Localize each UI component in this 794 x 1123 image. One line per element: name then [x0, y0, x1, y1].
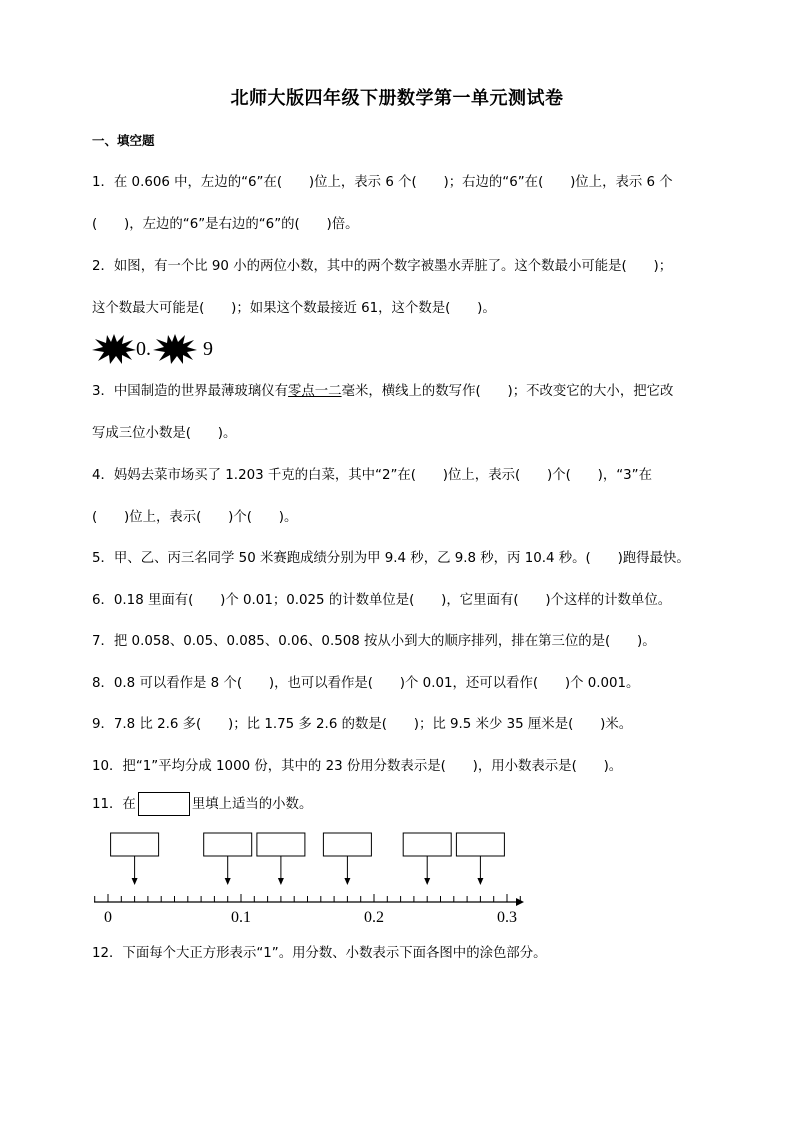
answer-boxes: [111, 833, 505, 856]
number-line: [84, 826, 534, 928]
q3-line2: 写成三位小数是( )。: [92, 426, 237, 441]
q6-text: 6．0.18 里面有( )个 0.01；0.025 的计数单位是( )，它里面有( )个这样的计数单位。: [92, 593, 672, 608]
ticks: [95, 894, 521, 902]
answer-box[interactable]: [257, 833, 305, 856]
q11-suffix: 里填上适当的小数。: [191, 797, 313, 812]
tick-label: 0: [104, 909, 112, 926]
q3-text-a: 3．中国制造的世界最薄玻璃仪有: [92, 384, 288, 399]
ink-blot-icon: [153, 334, 197, 364]
arrows: [132, 856, 484, 885]
q2-ink-middle: 0.: [136, 337, 151, 360]
section-heading: 一、填空题: [92, 133, 155, 148]
q12-text: 12．下面每个大正方形表示“1”。用分数、小数表示下面各图中的涂色部分。: [92, 946, 547, 961]
tick-labels: [104, 909, 517, 926]
q4-line2: ( )位上，表示( )个( )。: [92, 510, 298, 525]
answer-box[interactable]: [323, 833, 371, 856]
q1-line2: ( )，左边的“6”是右边的“6”的( )倍。: [92, 217, 359, 232]
tick-label: 0.3: [497, 909, 517, 926]
q10-text: 10．把“1”平均分成 1000 份，其中的 23 份用分数表示是( )，用小数表示是( )。: [92, 759, 623, 774]
q2-ink-end: 9: [203, 337, 213, 360]
arrow-head-icon: [344, 878, 350, 885]
answer-box[interactable]: [111, 833, 159, 856]
q3-underlined: 零点一二: [288, 384, 342, 399]
q3-line1: [92, 380, 673, 399]
tick-label: 0.2: [364, 909, 384, 926]
q11-prefix: 11．在: [92, 797, 136, 812]
q3-text-b: 毫米，横线上的数写作( )；不改变它的大小，把它改: [341, 384, 674, 399]
page-title: 北师大版四年级下册数学第一单元测试卷: [230, 88, 564, 109]
arrow-head-icon: [132, 878, 138, 885]
q5-text: 5．甲、乙、丙三名同学 50 米赛跑成绩分别为甲 9.4 秒，乙 9.8 秒，丙 10.4 秒。( )跑得最快。: [92, 551, 690, 566]
q11-text: [92, 792, 312, 818]
arrow-head-icon: [424, 878, 430, 885]
q9-text: 9．7.8 比 2.6 多( )；比 1.75 多 2.6 的数是( )；比 9.5 米少 35 厘米是( )米。: [92, 717, 633, 732]
q2-ink-figure: [92, 334, 213, 364]
tick-label: 0.1: [231, 909, 251, 926]
q7-text: 7．把 0.058、0.05、0.085、0.06、0.508 按从小到大的顺序排列，排在第三位的是( )。: [92, 634, 656, 649]
arrow-head-icon: [477, 878, 483, 885]
answer-box[interactable]: [456, 833, 504, 856]
q1-line1: 1．在 0.606 中，左边的“6”在( )位上，表示 6 个( )；右边的“6”在( )位上，表示 6 个: [92, 175, 673, 190]
q2-line1: 2．如图，有一个比 90 小的两位小数，其中的两个数字被墨水弄脏了。这个数最小可能是( )；: [92, 259, 673, 274]
arrow-head-icon: [278, 878, 284, 885]
answer-box[interactable]: [204, 833, 252, 856]
ink-blot-icon: [92, 334, 136, 364]
q2-line2: 这个数最大可能是( )；如果这个数最接近 61，这个数是( )。: [92, 301, 496, 316]
answer-box-sample: [138, 792, 190, 816]
q8-text: 8．0.8 可以看作是 8 个( )，也可以看作是( )个 0.01，还可以看作( )个 0.001。: [92, 676, 640, 691]
arrow-head-icon: [225, 878, 231, 885]
answer-box[interactable]: [403, 833, 451, 856]
q4-line1: 4．妈妈去菜市场买了 1.203 千克的白菜，其中“2”在( )位上，表示( )个( )，“3”在: [92, 468, 652, 483]
